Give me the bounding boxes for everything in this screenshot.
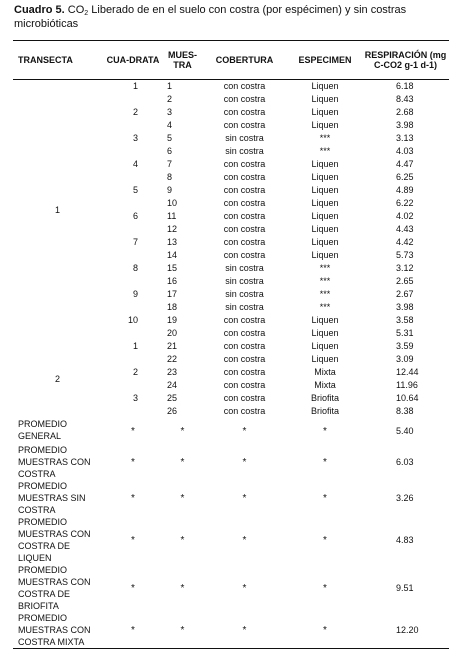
- cell-cobertura: con costra: [223, 328, 266, 338]
- co2-table: [13, 40, 449, 649]
- cell-muestra: 10: [167, 198, 178, 208]
- summary-row: [13, 516, 449, 564]
- cell-respiracion: 6.18: [396, 81, 414, 91]
- cell-especimen: Liquen: [311, 107, 339, 117]
- cell-especimen: Mixta: [314, 380, 336, 390]
- cell-cuadrata: 4: [132, 159, 138, 169]
- summary-respiracion: 5.40: [396, 425, 414, 436]
- cell-especimen: Liquen: [311, 198, 339, 208]
- caption-label: Cuadro 5.: [14, 4, 65, 16]
- summary-especimen: *: [323, 425, 327, 437]
- summary-row: [13, 564, 449, 612]
- cell-muestra: 13: [167, 237, 178, 247]
- cell-especimen: ***: [319, 289, 331, 299]
- cell-cobertura: con costra: [223, 250, 266, 260]
- cell-especimen: Liquen: [311, 237, 339, 247]
- cell-cobertura: con costra: [223, 159, 266, 169]
- cell-respiracion: 4.03: [396, 146, 414, 156]
- summary-respiracion: 6.03: [396, 456, 414, 467]
- cell-transecta: 1: [54, 204, 60, 215]
- summary-cobertura: *: [242, 492, 247, 504]
- summary-muestra: *: [180, 456, 185, 468]
- summary-especimen: *: [323, 492, 327, 504]
- cell-especimen: Liquen: [311, 211, 339, 221]
- summary-label: PROMEDIO MUESTRAS CON COSTRA: [18, 445, 91, 479]
- cell-respiracion: 3.09: [396, 354, 414, 364]
- cell-cobertura: con costra: [223, 406, 266, 416]
- cell-cuadrata: [102, 223, 164, 236]
- summary-respiracion: 3.26: [396, 492, 414, 503]
- cell-muestra: 9: [167, 185, 173, 195]
- cell-cobertura: con costra: [223, 237, 266, 247]
- cell-muestra: 22: [167, 354, 178, 364]
- cell-respiracion: 2.65: [396, 276, 414, 286]
- cell-cuadrata: 3: [132, 133, 138, 143]
- cell-respiracion: 4.42: [396, 237, 414, 247]
- cell-muestra: 26: [167, 406, 178, 416]
- cell-cuadrata: 2: [132, 107, 138, 117]
- cell-cobertura: con costra: [223, 380, 266, 390]
- header-especimen: ESPECIMEN: [288, 41, 362, 80]
- cell-cobertura: con costra: [223, 107, 266, 117]
- cell-muestra: 17: [167, 289, 178, 299]
- cell-especimen: Liquen: [311, 328, 339, 338]
- cell-cobertura: con costra: [223, 94, 266, 104]
- cell-especimen: Liquen: [311, 185, 339, 195]
- cell-especimen: Liquen: [311, 341, 339, 351]
- cell-muestra: 25: [167, 393, 178, 403]
- table-row: [13, 80, 449, 94]
- caption-co2-subscript: 2: [84, 10, 89, 17]
- cell-especimen: Liquen: [311, 250, 339, 260]
- cell-muestra: 14: [167, 250, 178, 260]
- summary-especimen: *: [323, 534, 327, 546]
- summary-cuadrata: *: [131, 492, 135, 504]
- cell-cuadrata: 3: [132, 393, 138, 403]
- summary-cobertura: *: [242, 534, 247, 546]
- cell-cuadrata: [102, 249, 164, 262]
- cell-especimen: Liquen: [311, 94, 339, 104]
- cell-cobertura: con costra: [223, 367, 266, 377]
- cell-cuadrata: [102, 145, 164, 158]
- cell-respiracion: 2.68: [396, 107, 414, 117]
- summary-especimen: *: [288, 612, 362, 649]
- summary-muestra: *: [180, 582, 185, 594]
- summary-label: PROMEDIO MUESTRAS SIN COSTRA: [18, 481, 86, 515]
- summary-muestra: *: [180, 492, 185, 504]
- summary-row: [13, 444, 449, 480]
- table-body: [13, 80, 449, 649]
- cell-muestra: 6: [167, 146, 173, 156]
- cell-cuadrata: 1: [132, 81, 138, 91]
- cell-especimen: ***: [319, 146, 331, 156]
- cell-muestra: 16: [167, 276, 178, 286]
- cell-cobertura: con costra: [223, 198, 266, 208]
- summary-label: PROMEDIO GENERAL: [18, 419, 68, 441]
- cell-cobertura: con costra: [223, 81, 266, 91]
- summary-label: PROMEDIO MUESTRAS CON COSTRA DE BRIOFITA: [18, 565, 91, 611]
- cell-muestra: 19: [167, 315, 178, 325]
- cell-muestra: 1: [167, 81, 173, 91]
- summary-respiracion: 12.20: [362, 612, 449, 649]
- cell-especimen: Briofita: [310, 393, 339, 403]
- cell-cuadrata: [102, 301, 164, 314]
- cell-respiracion: 3.98: [396, 120, 414, 130]
- summary-cobertura: *: [242, 456, 247, 468]
- cell-especimen: Liquen: [311, 120, 339, 130]
- cell-cobertura: sin costra: [225, 289, 264, 299]
- summary-especimen: *: [323, 456, 327, 468]
- cell-respiracion: 6.22: [396, 198, 414, 208]
- summary-cuadrata: *: [102, 612, 164, 649]
- cell-cuadrata: 2: [132, 367, 138, 377]
- cell-cobertura: con costra: [223, 185, 266, 195]
- cell-especimen: ***: [319, 276, 331, 286]
- cell-especimen: Liquen: [311, 224, 339, 234]
- cell-cobertura: con costra: [223, 120, 266, 130]
- cell-especimen: Liquen: [311, 159, 339, 169]
- summary-label: PROMEDIO MUESTRAS CON COSTRA MIXTA: [13, 612, 102, 649]
- header-cobertura: COBERTURA: [201, 41, 288, 80]
- summary-muestra: *: [180, 534, 185, 546]
- cell-muestra: 11: [167, 211, 177, 221]
- cell-cuadrata: [102, 171, 164, 184]
- table-caption: [14, 3, 454, 31]
- cell-cobertura: con costra: [223, 315, 266, 325]
- cell-especimen: ***: [319, 133, 331, 143]
- cell-muestra: 4: [167, 120, 173, 130]
- summary-cuadrata: *: [131, 582, 135, 594]
- cell-respiracion: 4.02: [396, 211, 414, 221]
- header-transecta: TRANSECTA: [13, 41, 102, 80]
- cell-especimen: Liquen: [311, 172, 339, 182]
- header-respiracion: RESPIRACIÓN (mg C-CO2 g-1 d-1): [362, 41, 449, 80]
- cell-cobertura: sin costra: [225, 263, 264, 273]
- cell-cuadrata: [102, 379, 164, 392]
- cell-especimen: Liquen: [311, 81, 339, 91]
- summary-muestra: *: [164, 612, 201, 649]
- cell-cuadrata: 9: [132, 289, 138, 299]
- cell-transecta: 2: [54, 373, 60, 384]
- caption-co2: CO: [67, 4, 85, 16]
- cell-respiracion: 12.44: [396, 367, 419, 377]
- cell-especimen: Liquen: [311, 315, 339, 325]
- cell-cobertura: con costra: [223, 393, 266, 403]
- cell-especimen: Liquen: [311, 354, 339, 364]
- cell-muestra: 21: [167, 341, 178, 351]
- cell-muestra: 5: [167, 133, 173, 143]
- cell-cuadrata: [102, 93, 164, 106]
- cell-cuadrata: 1: [132, 341, 138, 351]
- cell-respiracion: 5.31: [396, 328, 414, 338]
- cell-cuadrata: 10: [127, 315, 138, 325]
- cell-cuadrata: 7: [132, 237, 138, 247]
- header-cuadrata: CUA-DRATA: [102, 41, 164, 80]
- cell-respiracion: 3.13: [396, 133, 414, 143]
- cell-cobertura: sin costra: [225, 146, 264, 156]
- cell-cuadrata: 6: [132, 211, 138, 221]
- cell-respiracion: 10.64: [396, 393, 419, 403]
- cell-cuadrata: [102, 405, 164, 418]
- cell-respiracion: 4.43: [396, 224, 414, 234]
- caption-text: Liberado de en el suelo con costra (por espécimen) y sin costras microbióticas: [14, 4, 407, 30]
- cell-respiracion: 8.43: [396, 94, 414, 104]
- cell-muestra: 23: [167, 367, 178, 377]
- cell-muestra: 18: [167, 302, 178, 312]
- cell-cuadrata: 8: [132, 263, 138, 273]
- cell-respiracion: 3.59: [396, 341, 414, 351]
- summary-cobertura: *: [201, 612, 288, 649]
- summary-cuadrata: *: [131, 456, 135, 468]
- summary-cuadrata: *: [131, 534, 135, 546]
- summary-row: [13, 612, 449, 649]
- cell-respiracion: 3.58: [396, 315, 414, 325]
- cell-cobertura: sin costra: [225, 302, 264, 312]
- cell-respiracion: 2.67: [396, 289, 414, 299]
- cell-especimen: ***: [319, 263, 331, 273]
- cell-cuadrata: [102, 327, 164, 340]
- cell-respiracion: 8.38: [396, 406, 414, 416]
- cell-respiracion: 11.96: [396, 380, 418, 390]
- table-row: [13, 340, 449, 353]
- cell-especimen: Briofita: [310, 406, 339, 416]
- summary-cuadrata: *: [131, 425, 135, 437]
- cell-respiracion: 4.89: [396, 185, 414, 195]
- cell-muestra: 20: [167, 328, 178, 338]
- summary-label: PROMEDIO MUESTRAS CON COSTRA DE LIQUEN: [18, 517, 91, 563]
- summary-muestra: *: [180, 425, 185, 437]
- cell-muestra: 8: [167, 172, 173, 182]
- cell-cuadrata: 5: [132, 185, 138, 195]
- cell-especimen: Mixta: [314, 367, 336, 377]
- cell-muestra: 24: [167, 380, 178, 390]
- cell-respiracion: 5.73: [396, 250, 414, 260]
- header-muestra: MUES-TRA: [164, 41, 201, 80]
- cell-cobertura: sin costra: [225, 133, 264, 143]
- cell-respiracion: 4.47: [396, 159, 414, 169]
- cell-cobertura: con costra: [223, 211, 266, 221]
- cell-cuadrata: [102, 275, 164, 288]
- cell-muestra: 7: [167, 159, 173, 169]
- cell-muestra: 2: [167, 94, 173, 104]
- cell-muestra: 15: [167, 263, 178, 273]
- cell-muestra: 12: [167, 224, 178, 234]
- summary-row: [13, 480, 449, 516]
- cell-cobertura: con costra: [223, 224, 266, 234]
- cell-respiracion: 6.25: [396, 172, 414, 182]
- summary-especimen: *: [323, 582, 327, 594]
- cell-cobertura: con costra: [223, 172, 266, 182]
- summary-cobertura: *: [242, 582, 247, 594]
- cell-cuadrata: [102, 353, 164, 366]
- cell-respiracion: 3.12: [396, 263, 414, 273]
- cell-cuadrata: [102, 197, 164, 210]
- summary-row: [13, 418, 449, 444]
- cell-cobertura: con costra: [223, 341, 266, 351]
- summary-respiracion: 4.83: [396, 534, 414, 545]
- cell-respiracion: 3.98: [396, 302, 414, 312]
- cell-cobertura: sin costra: [225, 276, 264, 286]
- header-row: [13, 41, 449, 80]
- cell-especimen: ***: [319, 302, 331, 312]
- cell-cobertura: con costra: [223, 354, 266, 364]
- summary-cobertura: *: [242, 425, 247, 437]
- cell-cuadrata: [102, 119, 164, 132]
- cell-muestra: 3: [167, 107, 173, 117]
- summary-respiracion: 9.51: [396, 582, 414, 593]
